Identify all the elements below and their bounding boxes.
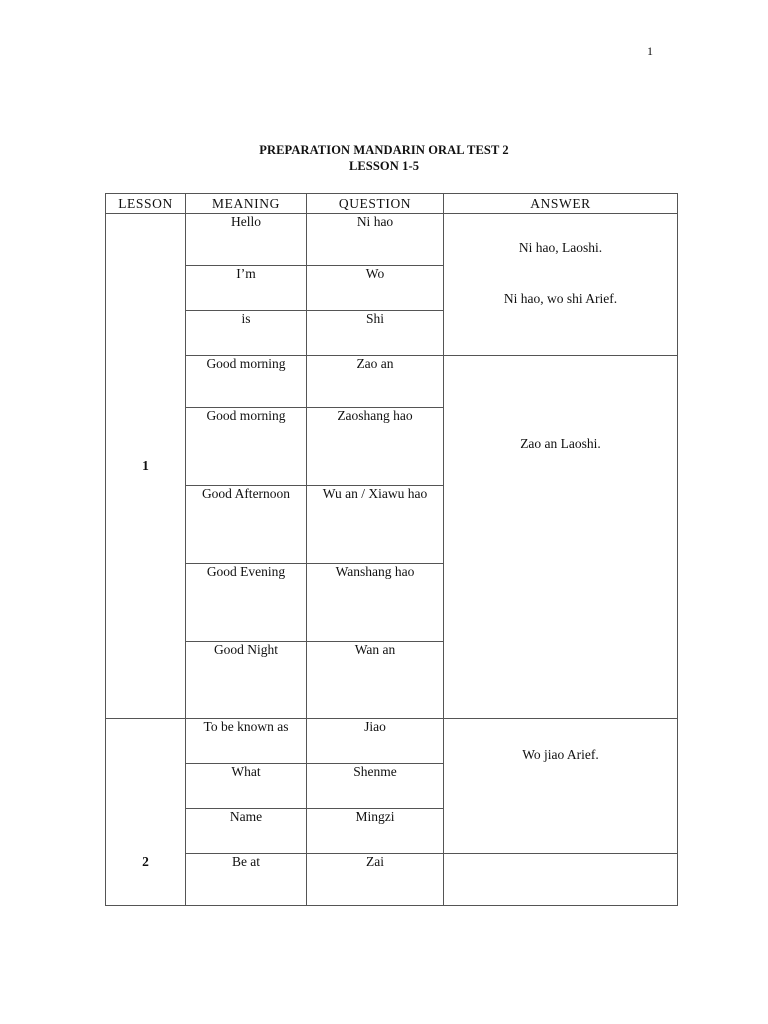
page-number: 1 <box>647 44 653 58</box>
question-cell: Mingzi <box>307 809 444 854</box>
question-cell: Shi <box>307 311 444 356</box>
question-cell: Wan an <box>307 642 444 719</box>
meaning-cell: Good morning <box>186 408 307 486</box>
answer-cell-empty <box>444 854 678 906</box>
header-question: QUESTION <box>307 194 444 214</box>
lesson-number-cell: 1 <box>106 214 186 719</box>
question-cell: Wu an / Xiawu hao <box>307 486 444 564</box>
question-cell: Zao an <box>307 356 444 408</box>
vocabulary-table <box>105 193 678 906</box>
header-answer: ANSWER <box>444 194 678 214</box>
answer-cell <box>444 214 678 356</box>
table-row <box>106 214 678 266</box>
question-cell: Wanshang hao <box>307 564 444 642</box>
header-meaning: MEANING <box>186 194 307 214</box>
document-subtitle: LESSON 1-5 <box>348 159 420 173</box>
meaning-cell: I’m <box>186 266 307 311</box>
header-lesson: LESSON <box>106 194 186 214</box>
meaning-cell: Good Evening <box>186 564 307 642</box>
meaning-cell: Good Night <box>186 642 307 719</box>
meaning-cell: Hello <box>186 214 307 266</box>
table-row <box>106 719 678 764</box>
table-row <box>106 854 678 906</box>
question-cell: Zai <box>307 854 444 906</box>
answer-line: Zao an Laoshi. <box>520 436 601 451</box>
meaning-cell: is <box>186 311 307 356</box>
meaning-cell: Good morning <box>186 356 307 408</box>
meaning-cell: What <box>186 764 307 809</box>
answer-line: Ni hao, wo shi Arief. <box>503 291 618 306</box>
answer-line: Wo jiao Arief. <box>522 747 599 762</box>
meaning-cell: To be known as <box>186 719 307 764</box>
question-cell: Zaoshang hao <box>307 408 444 486</box>
question-cell: Ni hao <box>307 214 444 266</box>
table-header-row <box>106 194 678 214</box>
answer-cell <box>444 356 678 719</box>
lesson-number-cell <box>106 719 186 906</box>
meaning-cell: Be at <box>186 854 307 906</box>
question-cell: Jiao <box>307 719 444 764</box>
answer-line: Ni hao, Laoshi. <box>518 240 603 255</box>
meaning-cell: Name <box>186 809 307 854</box>
question-cell: Shenme <box>307 764 444 809</box>
meaning-cell: Good Afternoon <box>186 486 307 564</box>
question-cell: Wo <box>307 266 444 311</box>
document-title: PREPARATION MANDARIN ORAL TEST 2 <box>259 143 509 157</box>
answer-cell <box>444 719 678 854</box>
table-row <box>106 356 678 408</box>
lesson-number: 2 <box>142 854 149 869</box>
